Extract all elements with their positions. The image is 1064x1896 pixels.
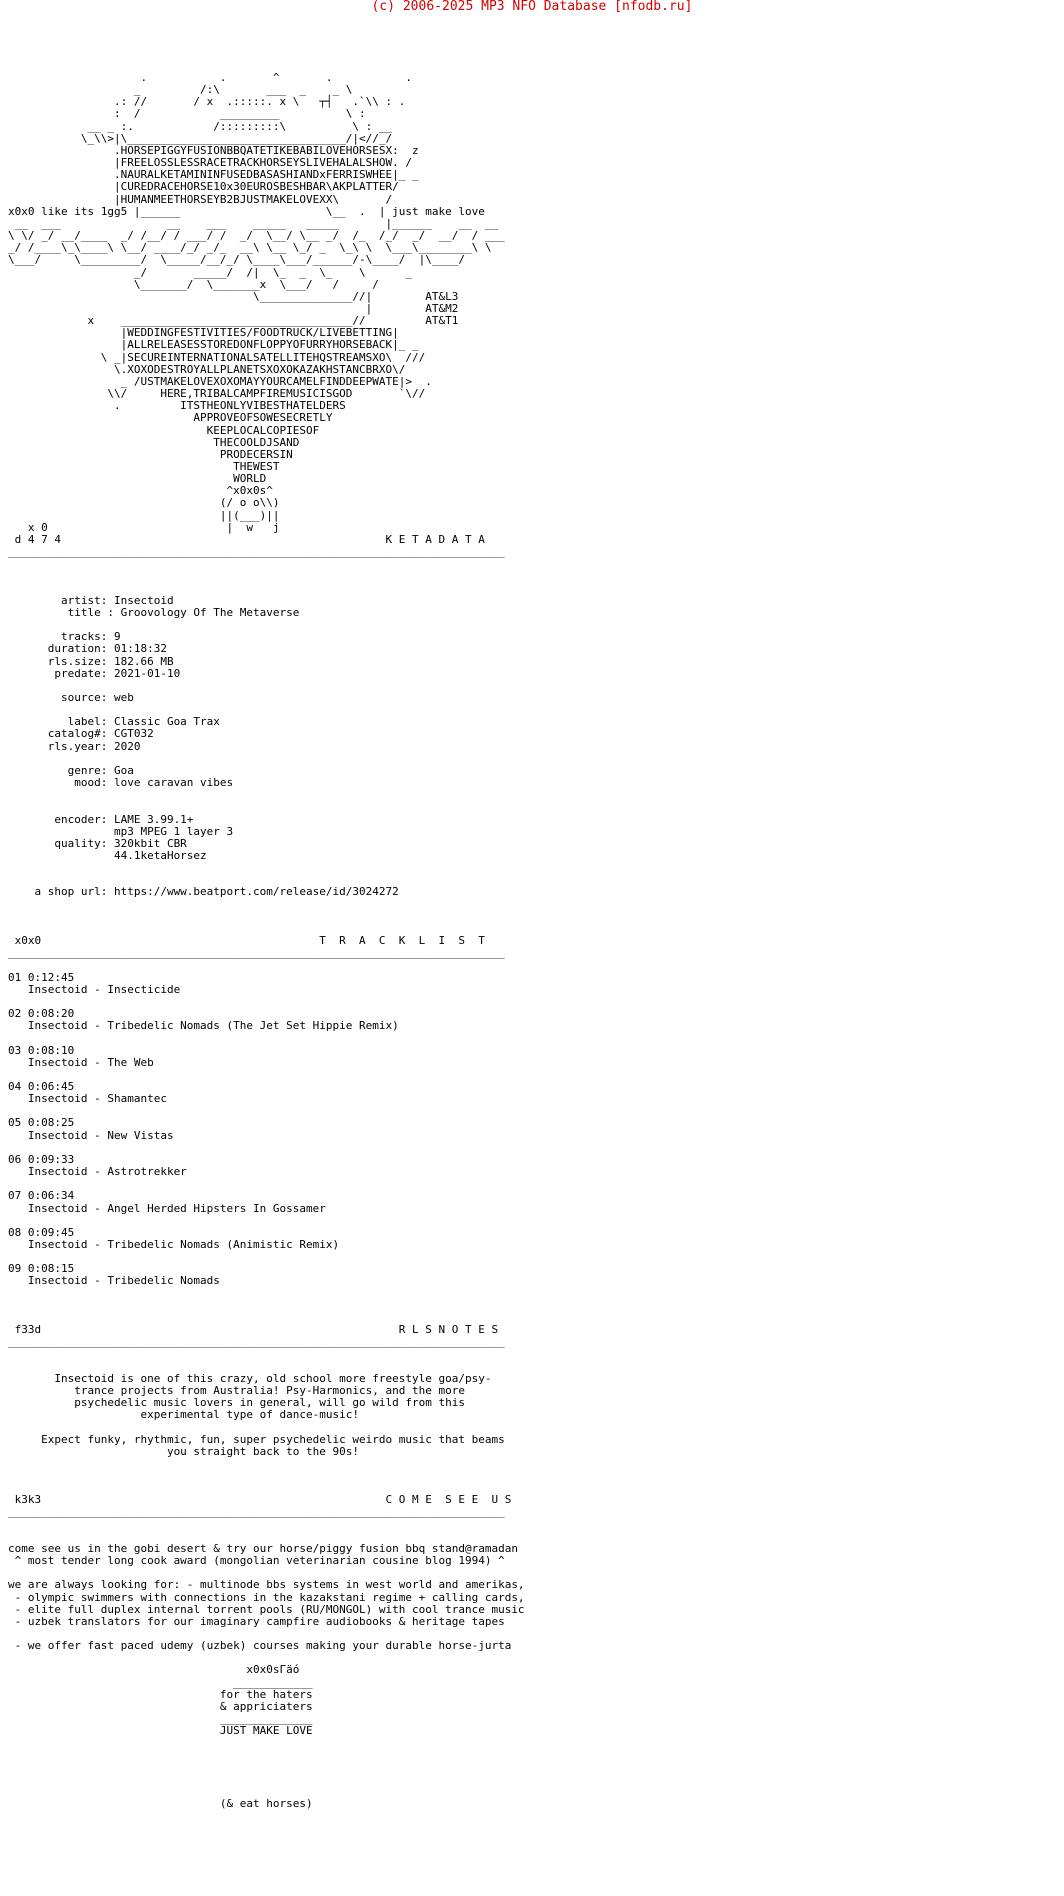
site-header (0, 0, 1064, 14)
nfo-text: . . ^ . . _ /:\ ___ _ _ \ .: // / x .:::::. x \ ┬┤ .`\\ : . : / _________ \ : __ _ :. /:::::::::\ \ : __ \_\\>|\_________________________________/|<//_/ .HORSEPIGGYFUSIONBBQATETIKEBABILOVEHORSESX: z |FREELOSSLESSRACETRACKHORSEYSLIVEHALALSHOW. / .NAURALKETAMININFUSEDBASASHIANDxFERRISWHEE|_ _ |CUREDRACEHORSE10x30EUROSBESHBAR\AKPLATTER/ |HUMANMEETHORSEYB2BJUSTMAKELOVEXX\ / x0x0 like its 1gg5 |______ \__ . | just make love __ ___ __ ___ _____ _____ |______ __ __ \ \/ _/ __/____ _/ /__/ / ___/ / _/ \__/ \__ _/ /_ /_/ _/ __/ / ___ _/ /____\_\____\ \__/ ____/_/ _/_ __\ \__ \_/ _ \_\ \ \___\________\ \ \___/ \_________/ \_____/__/_/ \____\___/______/-\____/ |\____/ _/ _____/ /| \_ _ \_ \ _ \_______/ \_______x \___/ / / \______________//| AT&L3 | AT&M2 x ___________________________________// AT&T1 |WEDDINGFESTIVITIES/FOODTRUCK/LIVEBETTING| |ALLRELEASESSTOREDONFLOPPYOFURRYHORSEBACK|_ _ \ _|SECUREINTERNATIONALSATELLITEHQSTREAMSXO\ /// \.XOXODESTROYALLPLANETSXOXOKAZAKHSTANCBRXO\/ _ /USTMAKELOVEXOXOMAYYOURCAMELFINDDEEPWATE|> . \\/ HERE,TRIBALCAMPFIREMUSICISGOD `\// . ITSTHEONLYVIBESTHATELDERS APPROVEOFSOWESECRETLY KEEPLOCALCOPIESOF THECOOLDJSAND PRODECERSIN THEWEST WORLD ^x0x0s^ (/ o o\\) ||(___)|| x 0 | w j d 4 7 4 K E T A D A T A ___________________________________________________________________________ artist: Insectoid title : Groovology Of The Metaverse tracks: 9 duration: 01:18:32 rls.size: 182.66 MB predate: 2021-01-10 source: web label: Classic Goa Trax catalog#: CGT032 rls.year: 2020 genre: Goa mood: love caravan vibes encoder: LAME 3.99.1+ mp3 MPEG 1 layer 3 quality: 320kbit CBR 44.1ketaHorsez a shop url: https://www.beatport.com/release/id/3024272 x0x0 T R A C K L I S T ___________________________________________________________________________ 01 0:12:45 Insectoid - Insecticide 02 0:08:20 Insectoid - Tribedelic Nomads (The Jet Set Hippie Remix) 03 0:08:10 Insectoid - The Web 04 0:06:45 Insectoid - Shamantec 05 0:08:25 Insectoid - New Vistas 06 0:09:33 Insectoid - Astrotrekker 07 0:06:34 Insectoid - Angel Herded Hipsters In Gossamer 08 0:09:45 Insectoid - Tribedelic Nomads (Animistic Remix) 09 0:08:15 Insectoid - Tribedelic Nomads f33d R L S N O T E S ___________________________________________________________________________ Insectoid is one of this crazy, old school more freestyle goa/psy- trance projects from Australia! Psy-Harmonics, and the more psychedelic music lovers in general, will go wild from this experimental type of dance-music! Expect funky, rhythmic, fun, super psychedelic weirdo music that beams you straight back to the 90s! k3k3 C O M E S E E U S ___________________________________________________________________________ come see us in the gobi desert & try our horse/piggy fusion bbq stand@ramadan ^ most tender long cook award (mongolian veterinarian cousine blog 1994) ^ we are always looking for: - multinode bbs systems in west world and amerikas, - olympic swimmers with connections in the kazakstani regime + calling cards, - elite full duplex internal torrent pools (RU/MONGOL) with cool trance music - uzbek translators for our imaginary campfire audiobooks & heritage tapes - we offer fast paced udemy (uzbek) courses making your durable horse-jurta x0x0sГäó ____________ for the haters & appriciaters ______________ JUST MAKE LOVE (& eat horses) (8, 72, 525, 1811)
site-header-link[interactable]: (c) 2006-2025 MP3 NFO Database [nfodb.ru] (371, 0, 693, 14)
